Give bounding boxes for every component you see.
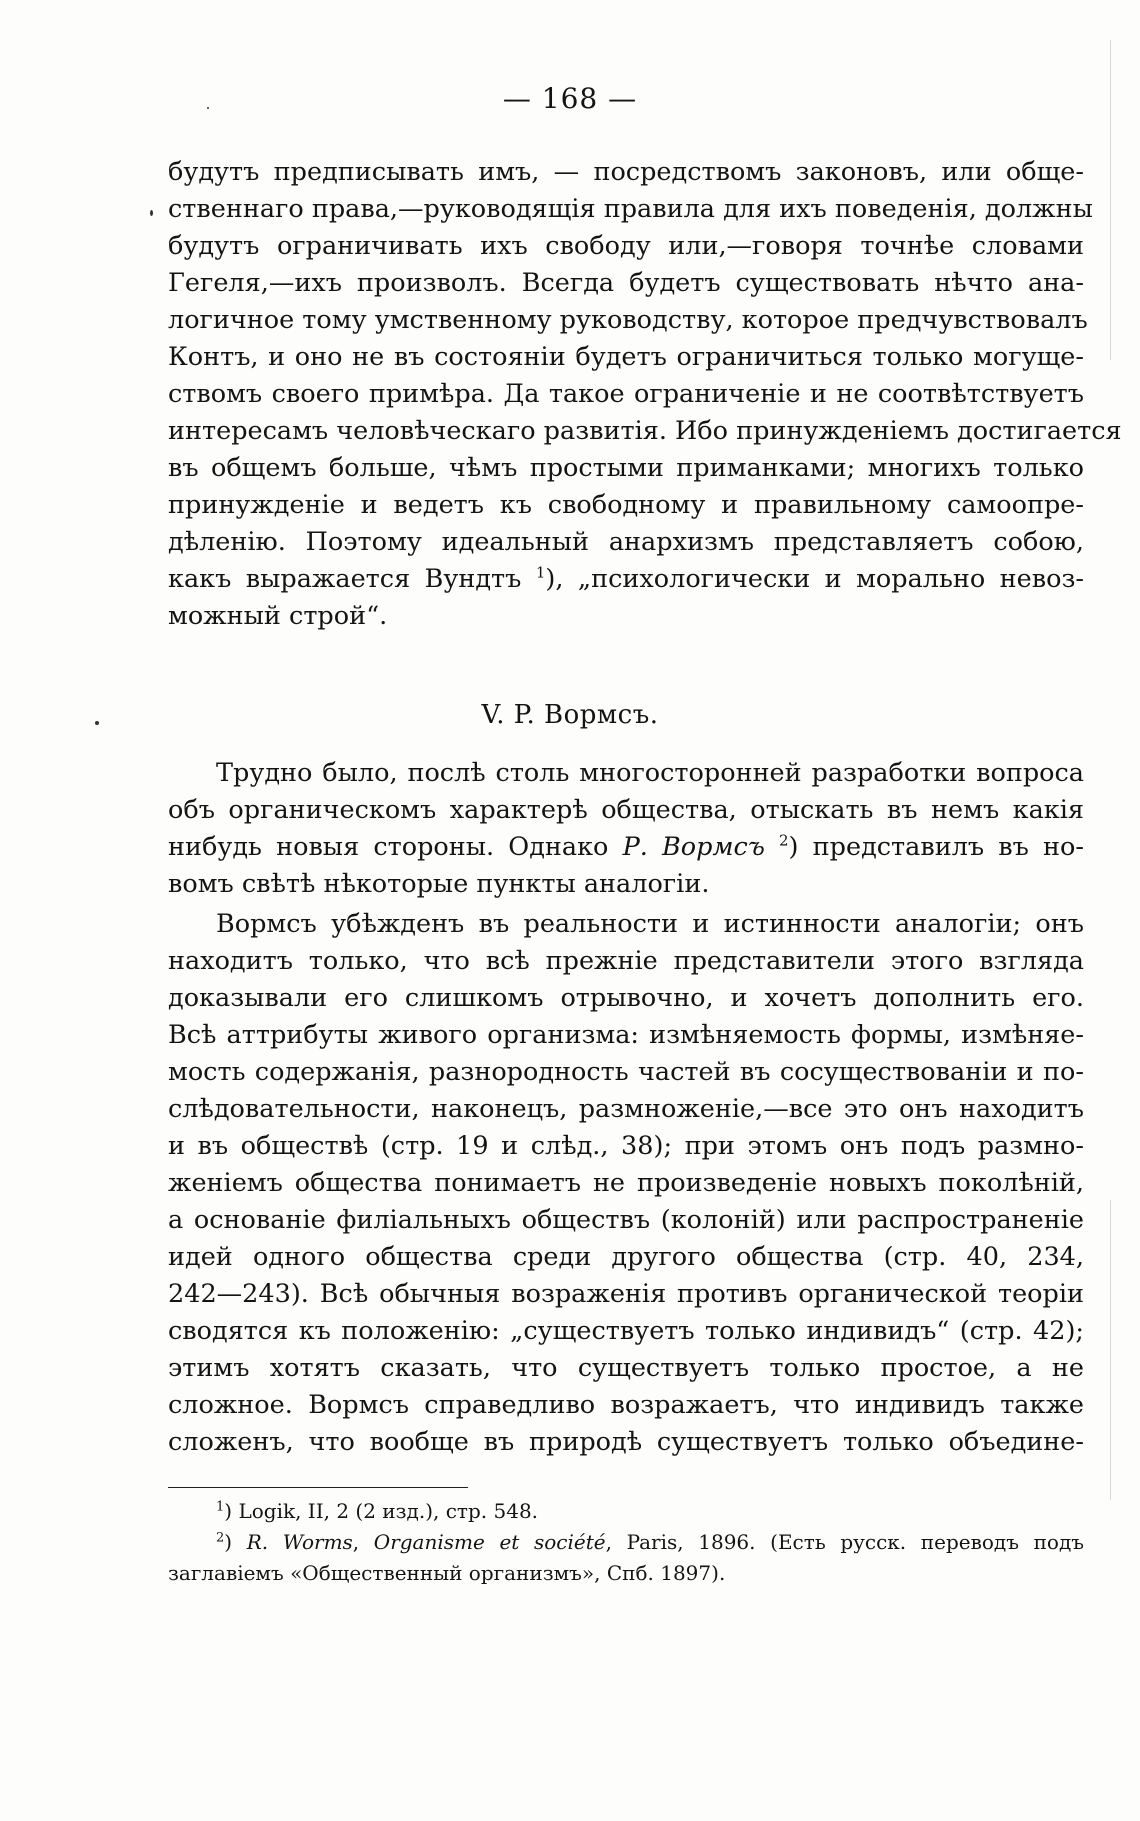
text-line: Гегеля,—ихъ произволъ. Всегда будетъ существовать нѣчто ана- xyxy=(168,268,1084,298)
text-line: сложенъ, что вообще въ природѣ существуетъ только объедине- xyxy=(168,1427,1084,1457)
text-line: объ органическомъ характерѣ общества, отыскать въ немъ какія xyxy=(168,795,1084,825)
footnote-1 xyxy=(168,1496,1084,1527)
text-line: этимъ хотятъ сказать, что существуетъ только простое, а не xyxy=(168,1353,1084,1383)
text-line: Всѣ аттрибуты живого организма: измѣняемость формы, измѣняе- xyxy=(168,1020,1084,1050)
text-segment: нибудь новыя стороны. Однако xyxy=(168,832,623,862)
paragraph-2 xyxy=(168,755,1084,903)
footnote-mark: 1 xyxy=(216,1499,225,1515)
text-line: можный строй“. xyxy=(168,601,388,631)
footnote-divider xyxy=(168,1487,468,1488)
text-line: ственнаго права,—руководящія правила для ихъ поведенія, должны xyxy=(168,194,1093,224)
author-name: Р. Вормсъ xyxy=(622,832,765,862)
text-line: Трудно было, послѣ столь многосторонней разработки вопроса xyxy=(216,758,1084,788)
text-line: вомъ свѣтѣ нѣкоторые пункты аналогіи. xyxy=(168,869,710,899)
footnote-text: , xyxy=(352,1530,374,1554)
text-line: слѣдовательности, наконецъ, размноженіе,—все это онъ находитъ xyxy=(168,1094,1084,1124)
footnote-text: ) Logik, II, 2 (2 изд.), стр. 548. xyxy=(224,1499,539,1523)
paragraph-1 xyxy=(168,154,1122,635)
text-line: принужденіе и ведетъ къ свободному и правильному самоопре- xyxy=(168,490,1084,520)
text-segment: ) представилъ въ но- xyxy=(788,832,1084,862)
text-line xyxy=(168,829,1084,866)
page-number: — 168 — xyxy=(502,82,638,115)
footnote-ref-2[interactable]: 2 xyxy=(779,831,789,850)
text-line: доказывали его слишкомъ отрывочно, и хочетъ дополнить его. xyxy=(168,983,1084,1013)
text-segment: какъ выражается Вундтъ xyxy=(168,564,536,594)
footnote-2-continuation: заглавіемъ «Общественный организмъ», Спб. 1897). xyxy=(168,1561,726,1585)
footnote-mark: 2 xyxy=(216,1530,225,1546)
text-line: будутъ предписывать имъ, — посредствомъ законовъ, или обще- xyxy=(168,157,1084,187)
text-line: Контъ, и оно не въ состояніи будетъ ограничиться только могуще- xyxy=(168,342,1084,372)
text-line: интересамъ человѣческаго развитія. Ибо принужденіемъ достигается xyxy=(168,416,1122,446)
text-line xyxy=(168,561,1084,598)
footnote-ref-1[interactable]: 1 xyxy=(535,563,546,582)
text-line: Вормсъ убѣжденъ въ реальности и истинности аналогіи; онъ xyxy=(216,909,1084,939)
text-line: а основаніе филіальныхъ обществъ (колоній) или распространеніе xyxy=(168,1205,1084,1235)
footnote-author: R. Worms xyxy=(246,1530,353,1554)
text-line: сложное. Вормсъ справедливо возражаетъ, что индивидъ также xyxy=(168,1390,1084,1420)
text-line: логичное тому умственному руководству, которое предчувствовалъ xyxy=(168,305,1088,335)
text-line: ствомъ своего примѣра. Да такое ограниченіе и не соотвѣтствуетъ xyxy=(168,379,1084,409)
scan-edge-line xyxy=(1110,1200,1111,1500)
text-line: въ общемъ больше, чѣмъ простыми приманками; многихъ только xyxy=(168,453,1084,483)
text-line: женіемъ общества понимаетъ не произведеніе новыхъ поколѣній, xyxy=(168,1168,1084,1198)
text-line: находитъ только, что всѣ прежніе представители этого взгляда xyxy=(168,946,1084,976)
scan-speck xyxy=(207,107,209,109)
footnote-text: ) xyxy=(224,1530,247,1554)
text-line: идей одного общества среди другого общества (стр. 40, 234, xyxy=(168,1242,1084,1272)
text-line: мость содержанія, разнородность частей въ сосуществованіи и по- xyxy=(168,1057,1084,1087)
text-line: сводятся къ положенію: „существуетъ только индивидъ“ (стр. 42); xyxy=(168,1316,1084,1346)
footnotes xyxy=(168,1496,1084,1589)
scan-edge-line xyxy=(1110,40,1111,360)
text-segment: ), „психологически и морально невоз- xyxy=(545,564,1084,594)
footnote-text: , Paris, 1896. (Есть русск. переводъ подъ xyxy=(605,1530,1084,1554)
text-line: и въ обществѣ (стр. 19 и слѣд., 38); при этомъ онъ подъ размно- xyxy=(168,1131,1084,1161)
text-line: дѣленію. Поэтому идеальный анархизмъ представляетъ собою, xyxy=(168,527,1084,557)
footnote-title: Organisme et société xyxy=(373,1530,606,1554)
text-line: 242—243). Всѣ обычныя возраженія противъ органической теоріи xyxy=(168,1279,1084,1309)
scan-speck xyxy=(150,210,153,216)
section-heading: V. P. Вормсъ. xyxy=(481,700,659,730)
paragraph-3 xyxy=(168,906,1084,1461)
text-line: будутъ ограничивать ихъ свободу или,—говоря точнѣе словами xyxy=(168,231,1084,261)
footnote-2 xyxy=(168,1527,1084,1558)
scan-speck xyxy=(95,721,99,725)
